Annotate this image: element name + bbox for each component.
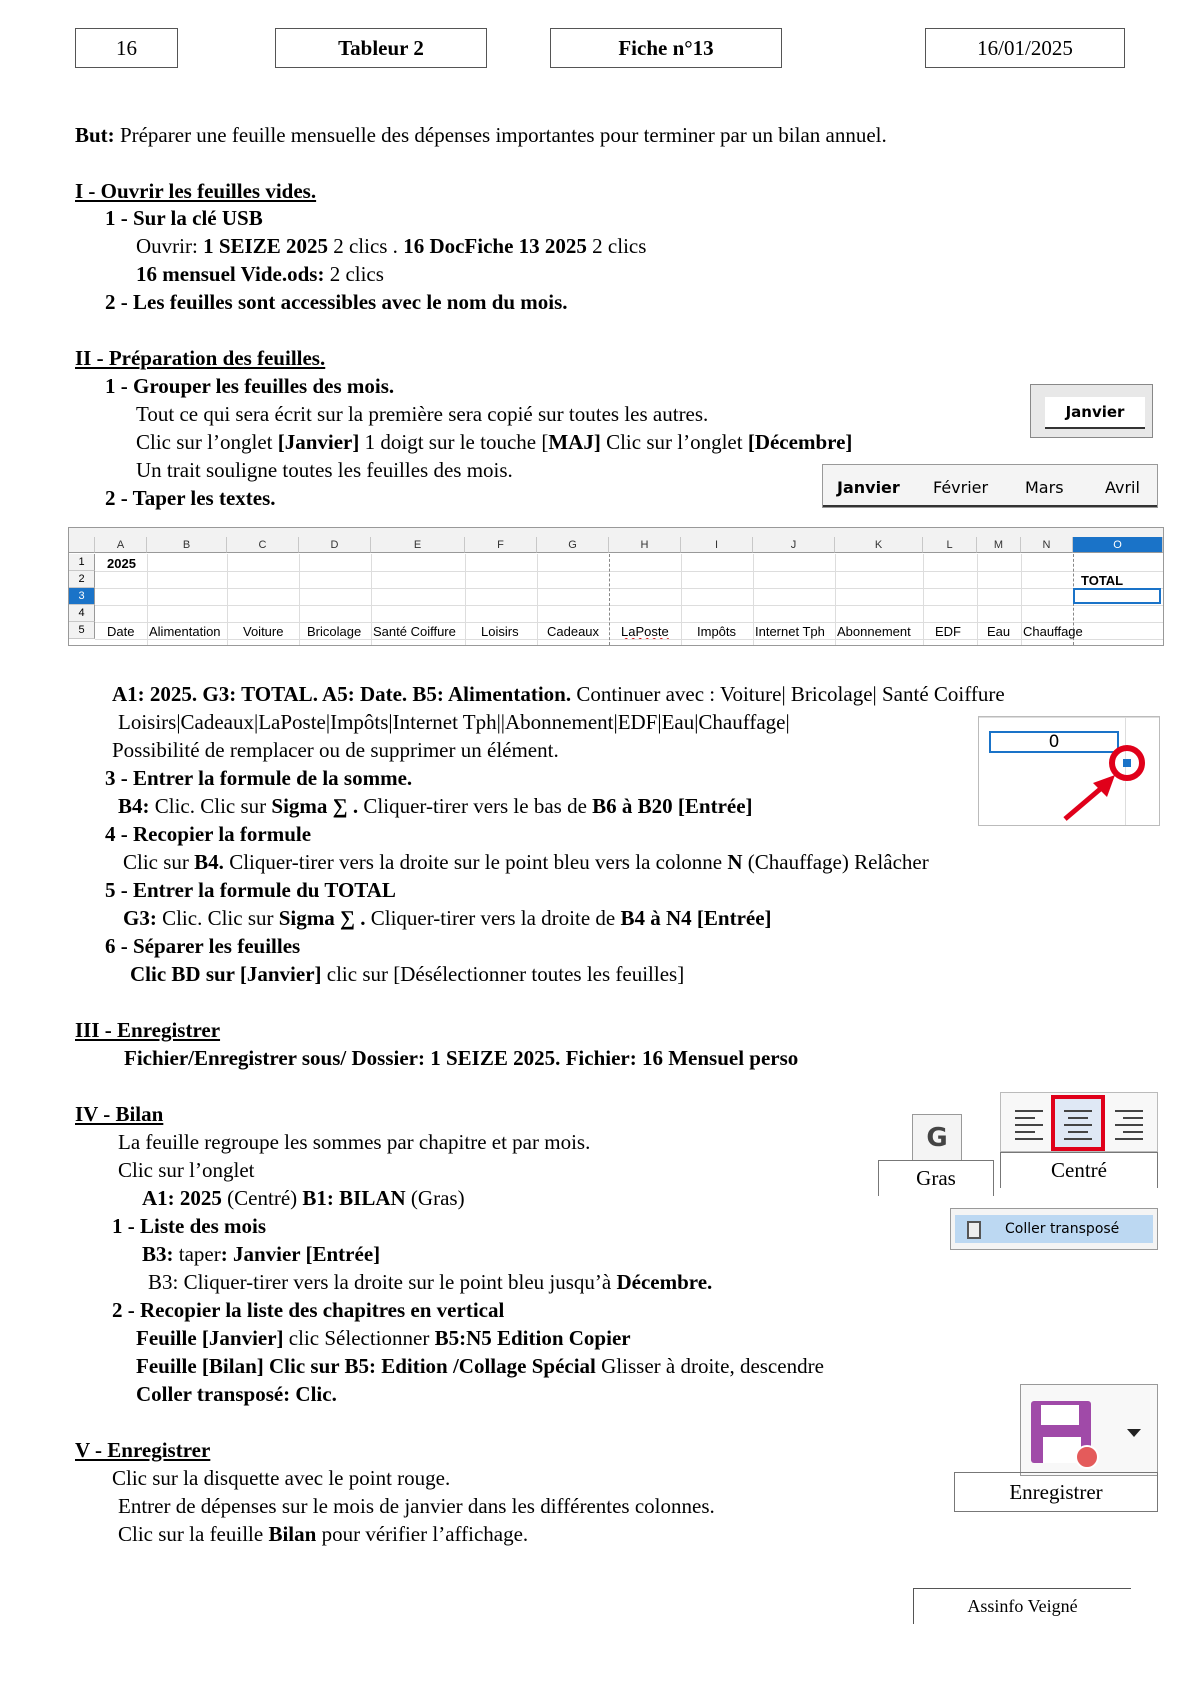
grid-h — [95, 605, 1163, 606]
save-label: Enregistrer — [1009, 1479, 1103, 1504]
l2a: Clic sur l’onglet — [136, 430, 278, 454]
cell-e5[interactable]: Santé Coiffure — [373, 624, 456, 639]
clipboard-icon — [967, 1221, 981, 1239]
s5c: Sigma ∑ . — [278, 906, 366, 930]
cell-c5[interactable]: Voiture — [243, 624, 284, 639]
tab-avril[interactable]: Avril — [1105, 478, 1140, 497]
align-left-icon[interactable] — [1015, 1111, 1043, 1139]
date-box — [925, 28, 1125, 68]
s5e: B4 à N4 [Entrée] — [620, 906, 772, 930]
sheet-number: Fiche n°13 — [618, 35, 714, 60]
s3d: Cliquer-tirer vers le bas de — [358, 794, 593, 818]
col-header-i[interactable]: I — [681, 537, 753, 553]
cell-m5[interactable]: Eau — [987, 624, 1011, 639]
s1-step1: 1 - Sur la clé USB — [105, 206, 263, 230]
selected-cell[interactable]: 0 — [989, 731, 1119, 753]
s4-step2: 2 - Recopier la liste des chapitres en vertical — [112, 1298, 505, 1322]
f2b: Glisser à droite, descendre — [595, 1354, 824, 1378]
bold-button-icon[interactable]: G — [912, 1114, 962, 1160]
cell-o2[interactable]: TOTAL — [1081, 573, 1124, 588]
col-header-d[interactable]: D — [299, 537, 371, 553]
align-center-button[interactable] — [1053, 1097, 1103, 1149]
col-header-b[interactable]: B — [147, 537, 227, 553]
subject-title: Tableur 2 — [338, 35, 424, 60]
s5a: G3: — [123, 906, 157, 930]
s4-f2 — [136, 1353, 824, 1379]
desc1-rest: Continuer avec : Voiture| Bricolage| Santé Coiffure — [571, 682, 1005, 706]
section-3-title: III - Enregistrer — [75, 1018, 221, 1042]
s2-step3: 3 - Entrer la formule de la somme. — [105, 766, 413, 790]
paste-transpose-image — [950, 1208, 1158, 1250]
s5-line1: Clic sur la disquette avec le point rouge. — [112, 1466, 451, 1490]
s2-line2 — [136, 429, 852, 455]
l2e: Clic sur l’onglet — [600, 430, 748, 454]
s1-file-line — [136, 261, 384, 287]
open-label: Ouvrir: — [136, 234, 204, 258]
col-header-n[interactable]: N — [1021, 537, 1073, 553]
f2a: Feuille [Bilan] Clic sur B5: Edition /Collage Spécial — [136, 1354, 596, 1378]
s3b: Clic. Clic sur — [149, 794, 272, 818]
s5l3c: pour vérifier l’affichage. — [316, 1522, 529, 1546]
file-name: 16 mensuel Vide.ods: — [136, 262, 325, 286]
s2-step1: 1 - Grouper les feuilles des mois. — [105, 374, 395, 398]
janvier-tab[interactable]: Janvier — [1045, 397, 1145, 429]
cell-k5[interactable]: Abonnement — [837, 624, 911, 639]
s4b: B4. — [194, 850, 224, 874]
s5l3b: Bilan — [268, 1522, 317, 1546]
col-header-e[interactable]: E — [371, 537, 465, 553]
sheet-number-box — [550, 28, 782, 68]
open-folder-a: 1 SEIZE 2025 — [203, 234, 328, 258]
l2d: MAJ] — [548, 430, 601, 454]
s1-step2: 2 - Les feuilles sont accessibles avec le nom du mois. — [105, 290, 568, 314]
grid-v — [681, 554, 682, 645]
clicks-a: 2 clics . — [327, 234, 404, 258]
s2-step2: 2 - Taper les textes. — [105, 486, 276, 510]
s3a: B4: — [118, 794, 150, 818]
grid-h — [95, 639, 1163, 640]
s4-line1: La feuille regroupe les sommes par chapitre et par mois. — [118, 1130, 591, 1154]
b3la: B3: Cliquer-tirer vers la droite sur le point bleu jusqu’à — [148, 1270, 617, 1294]
row-header-4[interactable]: 4 — [69, 605, 95, 622]
s4-step1: 1 - Liste des mois — [112, 1214, 266, 1238]
s5d: Cliquer-tirer vers la droite de — [365, 906, 621, 930]
dropdown-arrow-icon[interactable] — [1127, 1429, 1141, 1437]
s3e: B6 à B20 [Entrée] — [592, 794, 753, 818]
b1-rest: (Gras) — [405, 1186, 465, 1210]
grid-v — [977, 554, 978, 645]
col-header-o[interactable]: O — [1073, 537, 1163, 553]
cell-o3-selected[interactable] — [1073, 588, 1161, 604]
grid-h — [95, 571, 1163, 572]
col-header-h[interactable]: H — [609, 537, 681, 553]
s5l3a: Clic sur la feuille — [118, 1522, 269, 1546]
grid-v — [1021, 554, 1022, 645]
row-header-3[interactable]: 3 — [69, 588, 95, 605]
s4c: Cliquer-tirer vers la droite sur le point bleu vers la colonne — [223, 850, 728, 874]
section-4-title: IV - Bilan — [75, 1102, 164, 1126]
s6a: Clic BD sur [Janvier] — [130, 962, 322, 986]
s2-step5: 5 - Entrer la formule du TOTAL — [105, 878, 396, 902]
s2-line3: Un trait souligne toutes les feuilles des mois. — [136, 458, 513, 482]
tabs-underline — [823, 505, 1157, 507]
b3c: : Janvier [Entrée] — [220, 1242, 381, 1266]
date: 16/01/2025 — [977, 35, 1073, 60]
b3b: taper — [173, 1242, 221, 1266]
f1b: clic Sélectionner — [283, 1326, 435, 1350]
tab-janvier[interactable]: Janvier — [837, 478, 900, 497]
s4e: (Chauffage) Relâcher — [742, 850, 929, 874]
tab-mars[interactable]: Mars — [1025, 478, 1064, 497]
footer-box — [913, 1588, 1131, 1624]
cell-n5[interactable]: Chauffage — [1023, 624, 1083, 639]
s5-line3 — [118, 1521, 528, 1547]
save-label-box — [954, 1472, 1158, 1512]
s2-step4: 4 - Recopier la formule — [105, 822, 312, 846]
s4-line2: Clic sur l’onglet — [118, 1158, 255, 1182]
cell-i5[interactable]: Impôts — [697, 624, 737, 639]
page-number: 16 — [116, 35, 137, 60]
s2-step5-line — [123, 905, 772, 931]
b3lb: Décembre. — [616, 1270, 713, 1294]
col-header-a[interactable]: A — [95, 537, 147, 553]
s4-a1-line — [142, 1185, 465, 1211]
fill-handle[interactable] — [1123, 759, 1131, 767]
l2c: 1 doigt sur le touche [ — [359, 430, 549, 454]
cell-j5[interactable]: Internet Tph — [755, 624, 825, 639]
s2-desc3: Possibilité de remplacer ou de supprimer un élément. — [112, 738, 559, 762]
cell-d5[interactable]: Bricolage — [307, 624, 362, 639]
s2-desc2: Loisirs|Cadeaux|LaPoste|Impôts|Internet Tph||Abonnement|EDF|Eau|Chauffage| — [118, 710, 790, 734]
cell-h5[interactable]: LaPoste — [621, 624, 669, 639]
grid-v — [753, 554, 754, 645]
fill-handle-image — [978, 716, 1160, 826]
a1-bold: A1: 2025 — [142, 1186, 222, 1210]
center-label: Centré — [1051, 1158, 1107, 1182]
f1a: Feuille [Janvier] — [136, 1326, 284, 1350]
section-1-title: I - Ouvrir les feuilles vides. — [75, 179, 317, 203]
open-folder-b: 16 DocFiche 13 2025 — [403, 234, 587, 258]
s2-line1: Tout ce qui sera écrit sur la première sera copié sur toutes les autres. — [136, 402, 709, 426]
s1-open-line — [136, 233, 646, 259]
s4d: N — [727, 850, 743, 874]
col-header-j[interactable]: J — [753, 537, 835, 553]
s2-step3-line — [118, 793, 753, 819]
cell-a1[interactable]: 2025 — [107, 556, 136, 571]
align-buttons-image — [1000, 1092, 1158, 1152]
fill-handle-arrow-icon — [979, 717, 1159, 825]
col-header-g[interactable]: G — [537, 537, 609, 553]
grid-v — [371, 554, 372, 645]
grid-h — [95, 622, 1163, 623]
center-label-box — [1000, 1152, 1158, 1188]
f1c: B5:N5 Edition Copier — [434, 1326, 631, 1350]
grid-h — [95, 588, 1163, 589]
goal-label: But: — [75, 123, 115, 147]
cell-l5[interactable]: EDF — [935, 624, 961, 639]
bold-label: Gras — [916, 1166, 956, 1190]
clicks-c: 2 clics — [324, 262, 384, 286]
grid-v — [227, 554, 228, 645]
bold-label-box — [878, 1160, 994, 1196]
s2-step6: 6 - Séparer les feuilles — [105, 934, 301, 958]
s2-desc1 — [112, 681, 1005, 707]
paste-transpose-label: Coller transposé — [1005, 1221, 1120, 1237]
janvier-tab-image — [1030, 384, 1153, 438]
align-right-icon[interactable] — [1115, 1111, 1143, 1139]
cell-a5[interactable]: Date — [107, 624, 135, 639]
save-button-image — [1020, 1384, 1158, 1476]
col-header-k[interactable]: K — [835, 537, 923, 553]
cell-f5[interactable]: Loisirs — [481, 624, 519, 639]
tab-fevrier[interactable]: Février — [933, 478, 989, 497]
s4a: Clic sur — [123, 850, 195, 874]
s4-b3-drag-line — [148, 1269, 712, 1295]
clicks-b: 2 clics — [586, 234, 647, 258]
footer-author: Assinfo Veigné — [967, 1596, 1078, 1616]
col-header-l[interactable]: L — [923, 537, 977, 553]
a1-rest: (Centré) — [221, 1186, 303, 1210]
s4-f1 — [136, 1325, 631, 1351]
col-header-m[interactable]: M — [977, 537, 1021, 553]
goal-text: Préparer une feuille mensuelle des dépenses importantes pour terminer par un bilan annuel. — [114, 123, 887, 147]
row-header-5[interactable]: 5 — [69, 622, 95, 639]
cell-b5[interactable]: Alimentation — [149, 624, 221, 639]
grid-v — [923, 554, 924, 645]
row-header-1[interactable]: 1 — [69, 554, 95, 571]
col-header-f[interactable]: F — [465, 537, 537, 553]
cell-g5[interactable]: Cadeaux — [547, 624, 600, 639]
section-2-title: II - Préparation des feuilles. — [75, 346, 326, 370]
spreadsheet-image — [68, 527, 1164, 646]
b3a: B3: — [142, 1242, 174, 1266]
grid-v — [835, 554, 836, 645]
row-header-2[interactable]: 2 — [69, 571, 95, 588]
s4-b3-line — [142, 1241, 380, 1267]
grid-v — [147, 554, 148, 645]
s2-step6-line — [130, 961, 684, 987]
s5-line2: Entrer de dépenses sur le mois de janvier dans les différentes colonnes. — [118, 1494, 715, 1518]
l2f: [Décembre] — [747, 430, 853, 454]
s4-f3: Coller transposé: Clic. — [136, 1382, 337, 1406]
grid-v — [299, 554, 300, 645]
month-tabs-image — [822, 464, 1158, 508]
subject-box — [275, 28, 487, 68]
grid-v — [537, 554, 538, 645]
grid-v — [465, 554, 466, 645]
s3c: Sigma ∑ . — [271, 794, 359, 818]
corner-header — [69, 537, 95, 553]
b1-bold: B1: BILAN — [302, 1186, 406, 1210]
goal-line — [75, 122, 887, 148]
s3-line: Fichier/Enregistrer sous/ Dossier: 1 SEIZE 2025. Fichier: 16 Mensuel perso — [124, 1046, 799, 1070]
s2-step4-line — [123, 849, 929, 875]
s5b: Clic. Clic sur — [156, 906, 279, 930]
s6b: clic sur [Désélectionner toutes les feuilles] — [321, 962, 685, 986]
floppy-disk-icon[interactable] — [1031, 1401, 1098, 1468]
col-header-c[interactable]: C — [227, 537, 299, 553]
page-number-box — [75, 28, 178, 68]
page-break — [609, 554, 610, 645]
desc1-bold: A1: 2025. G3: TOTAL. A5: Date. B5: Alimentation. — [112, 682, 572, 706]
l2b: [Janvier] — [277, 430, 360, 454]
section-5-title: V - Enregistrer — [75, 1438, 211, 1462]
